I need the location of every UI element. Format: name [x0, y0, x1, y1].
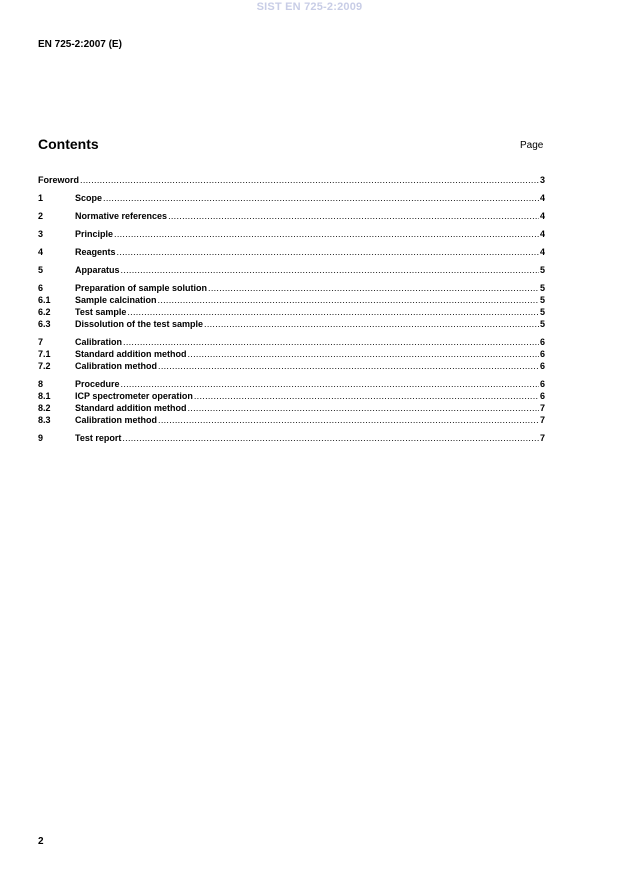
- toc-entry-title: Test sample: [75, 307, 127, 317]
- toc-entry-title: Procedure: [75, 379, 120, 389]
- toc-entry-title: Calibration method: [75, 361, 158, 371]
- toc-dot-leader: [194, 390, 539, 402]
- page-column-label: Page: [520, 140, 544, 151]
- toc-dot-leader: [168, 210, 539, 222]
- toc-group: [38, 336, 545, 372]
- toc-entry-number: 9: [38, 433, 44, 443]
- toc-entry-number: 8: [38, 379, 44, 389]
- table-of-contents: [38, 174, 545, 450]
- toc-entry-number: 6.3: [38, 319, 51, 329]
- toc-entry-title: Test report: [75, 433, 122, 443]
- toc-entry-number: 8.1: [38, 391, 51, 401]
- toc-group: [38, 210, 545, 222]
- toc-entry-number: 3: [38, 229, 44, 239]
- toc-dot-leader: [188, 348, 539, 360]
- toc-entry-page: 5: [539, 265, 545, 275]
- toc-dot-leader: [158, 414, 539, 426]
- toc-group: [38, 246, 545, 258]
- toc-entry-page: 4: [539, 247, 545, 257]
- toc-dot-leader: [114, 228, 539, 240]
- toc-entry-title: Preparation of sample solution: [75, 283, 208, 293]
- toc-entry[interactable]: [38, 192, 545, 204]
- toc-entry-number: 4: [38, 247, 44, 257]
- toc-dot-leader: [158, 360, 539, 372]
- toc-entry[interactable]: [38, 174, 545, 186]
- toc-dot-leader: [123, 336, 539, 348]
- toc-entry[interactable]: [38, 432, 545, 444]
- toc-entry-title: Standard addition method: [75, 403, 187, 413]
- toc-dot-leader: [122, 432, 539, 444]
- toc-entry-page: 4: [539, 193, 545, 203]
- toc-entry-title: Dissolution of the test sample: [75, 319, 204, 329]
- toc-entry-number: 6.1: [38, 295, 51, 305]
- toc-group: [38, 174, 545, 186]
- toc-dot-leader: [121, 378, 539, 390]
- toc-entry-page: 7: [539, 433, 545, 443]
- toc-entry-number: 6.2: [38, 307, 51, 317]
- toc-entry-page: 6: [539, 337, 545, 347]
- toc-entry-page: 6: [539, 379, 545, 389]
- document-id: EN 725-2:2007 (E): [38, 39, 122, 50]
- toc-entry-title: Principle: [75, 229, 114, 239]
- toc-dot-leader: [188, 402, 539, 414]
- toc-entry-page: 4: [539, 211, 545, 221]
- toc-entry-number: 8.2: [38, 403, 51, 413]
- toc-entry[interactable]: [38, 390, 545, 402]
- toc-group: [38, 378, 545, 426]
- toc-dot-leader: [121, 264, 539, 276]
- toc-entry-title: Foreword: [38, 175, 80, 185]
- toc-entry-number: 5: [38, 265, 44, 275]
- toc-dot-leader: [204, 318, 539, 330]
- toc-entry-page: 5: [539, 319, 545, 329]
- toc-entry-title: ICP spectrometer operation: [75, 391, 193, 401]
- toc-entry-number: 7: [38, 337, 44, 347]
- toc-group: [38, 228, 545, 240]
- toc-entry[interactable]: [38, 228, 545, 240]
- contents-title: Contents: [38, 136, 99, 152]
- toc-dot-leader: [208, 282, 539, 294]
- toc-entry-page: 6: [539, 391, 545, 401]
- toc-entry-title: Scope: [75, 193, 103, 203]
- toc-dot-leader: [158, 294, 539, 306]
- toc-entry-number: 7.1: [38, 349, 51, 359]
- toc-entry-page: 5: [539, 307, 545, 317]
- toc-entry[interactable]: [38, 378, 545, 390]
- toc-entry[interactable]: [38, 414, 545, 426]
- toc-entry[interactable]: [38, 210, 545, 222]
- toc-entry[interactable]: [38, 282, 545, 294]
- watermark: SIST EN 725-2:2009: [256, 1, 363, 13]
- toc-entry-page: 7: [539, 415, 545, 425]
- toc-entry-title: Standard addition method: [75, 349, 187, 359]
- toc-entry-title: Reagents: [75, 247, 116, 257]
- toc-entry[interactable]: [38, 264, 545, 276]
- toc-entry[interactable]: [38, 348, 545, 360]
- toc-dot-leader: [127, 306, 539, 318]
- toc-entry-page: 7: [539, 403, 545, 413]
- toc-dot-leader: [103, 192, 539, 204]
- page-number: 2: [38, 836, 44, 847]
- toc-entry-page: 3: [539, 175, 545, 185]
- toc-entry[interactable]: [38, 246, 545, 258]
- toc-entry[interactable]: [38, 402, 545, 414]
- toc-entry-title: Apparatus: [75, 265, 120, 275]
- toc-entry[interactable]: [38, 318, 545, 330]
- toc-entry-number: 1: [38, 193, 44, 203]
- toc-entry[interactable]: [38, 360, 545, 372]
- toc-dot-leader: [117, 246, 539, 258]
- toc-group: [38, 192, 545, 204]
- toc-entry-number: 7.2: [38, 361, 51, 371]
- toc-entry-page: 5: [539, 283, 545, 293]
- toc-entry[interactable]: [38, 294, 545, 306]
- toc-dot-leader: [80, 174, 539, 186]
- toc-entry[interactable]: [38, 336, 545, 348]
- toc-entry-number: 2: [38, 211, 44, 221]
- toc-entry-page: 6: [539, 349, 545, 359]
- toc-group: [38, 264, 545, 276]
- toc-group: [38, 282, 545, 330]
- toc-entry-number: 6: [38, 283, 44, 293]
- toc-entry-title: Calibration method: [75, 415, 158, 425]
- toc-entry[interactable]: [38, 306, 545, 318]
- toc-entry-page: 5: [539, 295, 545, 305]
- toc-entry-title: Calibration: [75, 337, 123, 347]
- toc-entry-page: 4: [539, 229, 545, 239]
- toc-entry-title: Normative references: [75, 211, 168, 221]
- toc-entry-title: Sample calcination: [75, 295, 157, 305]
- toc-entry-page: 6: [539, 361, 545, 371]
- toc-group: [38, 432, 545, 444]
- toc-entry-number: 8.3: [38, 415, 51, 425]
